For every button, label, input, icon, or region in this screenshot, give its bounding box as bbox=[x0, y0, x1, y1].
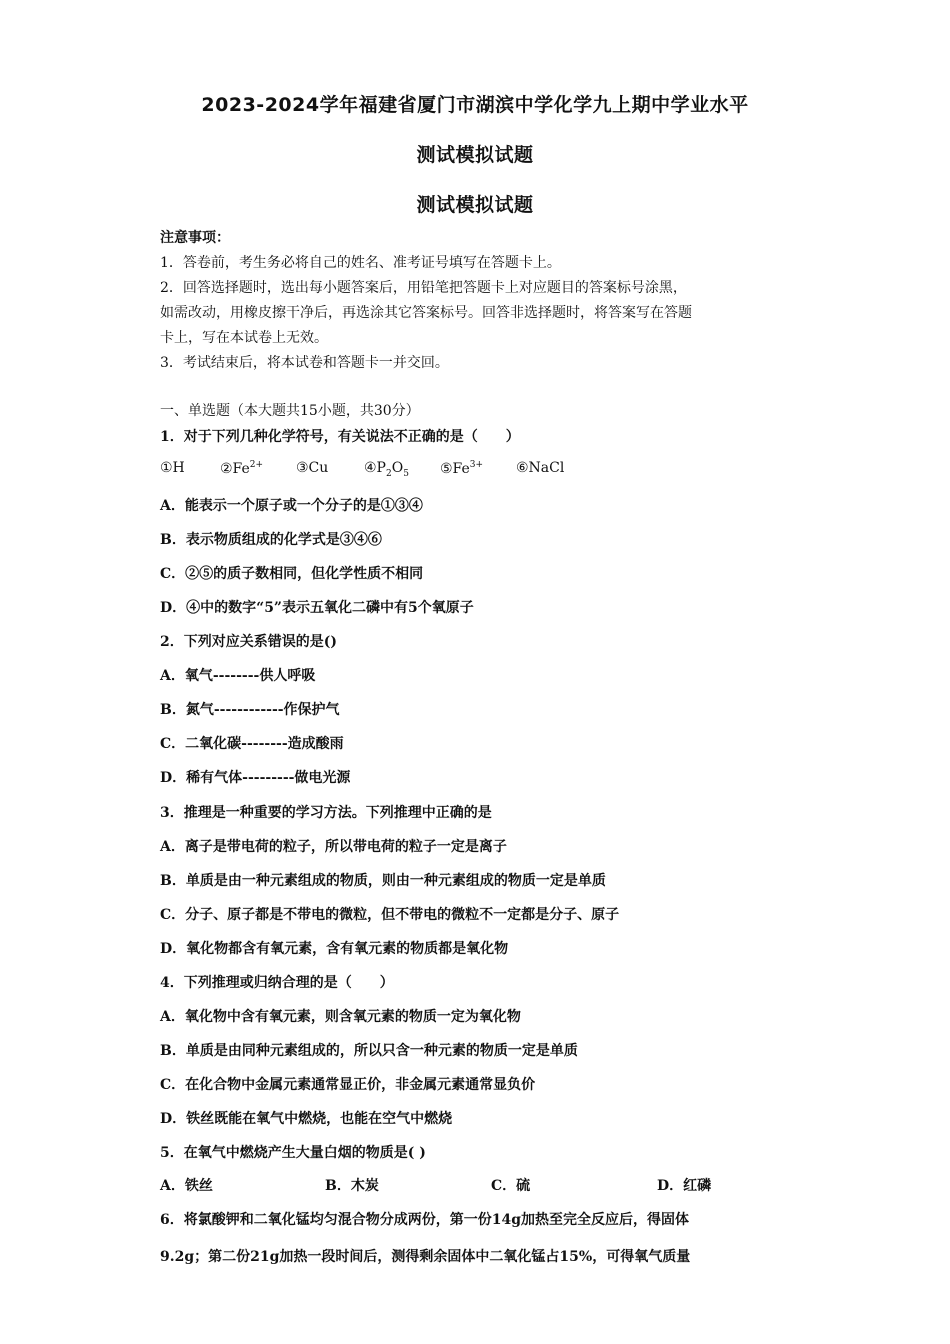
q2-stem: 2．下列对应关系错误的是() bbox=[160, 634, 337, 650]
q1-stem: 1．对于下列几种化学符号，有关说法不正确的是（ ） bbox=[160, 429, 520, 445]
symbol-3: ③Cu bbox=[296, 460, 329, 476]
symbol-1: ①H bbox=[160, 460, 185, 476]
q3-option-b: B．单质是由一种元素组成的物质，则由一种元素组成的物质一定是单质 bbox=[160, 873, 606, 889]
q4-option-c: C．在化合物中金属元素通常显正价，非金属元素通常显负价 bbox=[160, 1077, 536, 1093]
q2-option-c: C．二氧化碳--------造成酸雨 bbox=[160, 736, 344, 752]
q4-option-a: A．氧化物中含有氧元素，则含氧元素的物质一定为氧化物 bbox=[160, 1009, 521, 1025]
doc-title-line1: 2023-2024学年福建省厦门市湖滨中学化学九上期中学业水平 bbox=[201, 94, 749, 116]
notice-item-2b: 如需改动，用橡皮擦干净后，再选涂其它答案标号。回答非选择题时，将答案写在答题 bbox=[160, 305, 692, 321]
q3-option-a: A．离子是带电荷的粒子，所以带电荷的粒子一定是离子 bbox=[160, 839, 507, 855]
q2-option-d: D．稀有气体---------做电光源 bbox=[160, 770, 351, 786]
symbol-6: ⑥NaCl bbox=[516, 460, 565, 476]
doc-title-line2: 测试模拟试题 bbox=[416, 144, 534, 166]
q5-option-d: D．红磷 bbox=[657, 1178, 712, 1194]
symbol-5-base: ⑤Fe bbox=[440, 460, 470, 477]
symbol-5 bbox=[440, 460, 516, 479]
q3-option-d: D．氧化物都含有氧元素，含有氧元素的物质都是氧化物 bbox=[160, 941, 509, 957]
q3-option-c: C．分子、原子都是不带电的微粒，但不带电的微粒不一定都是分子、原子 bbox=[160, 907, 620, 923]
q5-option-b: B．木炭 bbox=[325, 1178, 379, 1194]
notice-item-3: 3．考试结束后，将本试卷和答题卡一并交回。 bbox=[160, 355, 449, 371]
notice-item-2a: 2．回答选择题时，选出每小题答案后，用铅笔把答题卡上对应题目的答案标号涂黑， bbox=[160, 280, 687, 296]
q5-stem: 5．在氧气中燃烧产生大量白烟的物质是( ) bbox=[160, 1145, 426, 1161]
q1-option-c: C．②⑤的质子数相同，但化学性质不相同 bbox=[160, 566, 424, 582]
q1-option-d: D．④中的数字“5”表示五氧化二磷中有5个氧原子 bbox=[160, 600, 474, 616]
symbol-2 bbox=[220, 460, 296, 479]
q1-option-a: A．能表示一个原子或一个分子的是①③④ bbox=[160, 498, 423, 514]
notice-item-1: 1．答卷前，考生务必将自己的姓名、准考证号填写在答题卡上。 bbox=[160, 255, 561, 271]
q5-option-c: C．硫 bbox=[491, 1178, 531, 1194]
q6-line-1: 6．将氯酸钾和二氧化锰均匀混合物分成两份，第一份14g加热至完全反应后，得固体 bbox=[160, 1212, 690, 1228]
section-heading: 一、单选题（本大题共15小题，共30分） bbox=[160, 403, 420, 419]
symbol-5-charge: 3+ bbox=[469, 460, 484, 470]
q4-option-b: B．单质是由同种元素组成的，所以只含一种元素的物质一定是单质 bbox=[160, 1043, 578, 1059]
symbol-4-subscript-1: 2 bbox=[385, 468, 392, 479]
symbol-4-subscript-2: 5 bbox=[403, 468, 409, 479]
q6-stem bbox=[160, 1202, 795, 1276]
q1-symbols bbox=[160, 460, 596, 479]
symbol-2-base: ②Fe bbox=[220, 460, 250, 477]
q6-line-2: 9.2g；第二份21g加热一段时间后，测得剩余固体中二氧化锰占15%，可得氧气质量 bbox=[160, 1249, 691, 1265]
symbol-2-charge: 2+ bbox=[249, 460, 264, 470]
notice-heading: 注意事项： bbox=[160, 230, 230, 246]
doc-title-line3: 测试模拟试题 bbox=[416, 194, 534, 216]
q5-option-a: A．铁丝 bbox=[160, 1178, 213, 1194]
q4-option-d: D．铁丝既能在氧气中燃烧，也能在空气中燃烧 bbox=[160, 1111, 453, 1127]
q2-option-b: B．氮气------------作保护气 bbox=[160, 702, 340, 718]
notice-item-2c: 卡上，写在本试卷上无效。 bbox=[160, 330, 328, 346]
q3-stem: 3．推理是一种重要的学习方法。下列推理中正确的是 bbox=[160, 805, 492, 821]
symbol-4-part-b: O bbox=[391, 460, 404, 476]
notice-block bbox=[160, 226, 795, 376]
q4-stem: 4．下列推理或归纳合理的是（ ） bbox=[160, 975, 394, 991]
symbol-4-part-a: ④P bbox=[364, 460, 386, 476]
q1-option-b: B．表示物质组成的化学式是③④⑥ bbox=[160, 532, 382, 548]
q2-option-a: A．氧气--------供人呼吸 bbox=[160, 668, 316, 684]
symbol-4 bbox=[364, 460, 440, 479]
